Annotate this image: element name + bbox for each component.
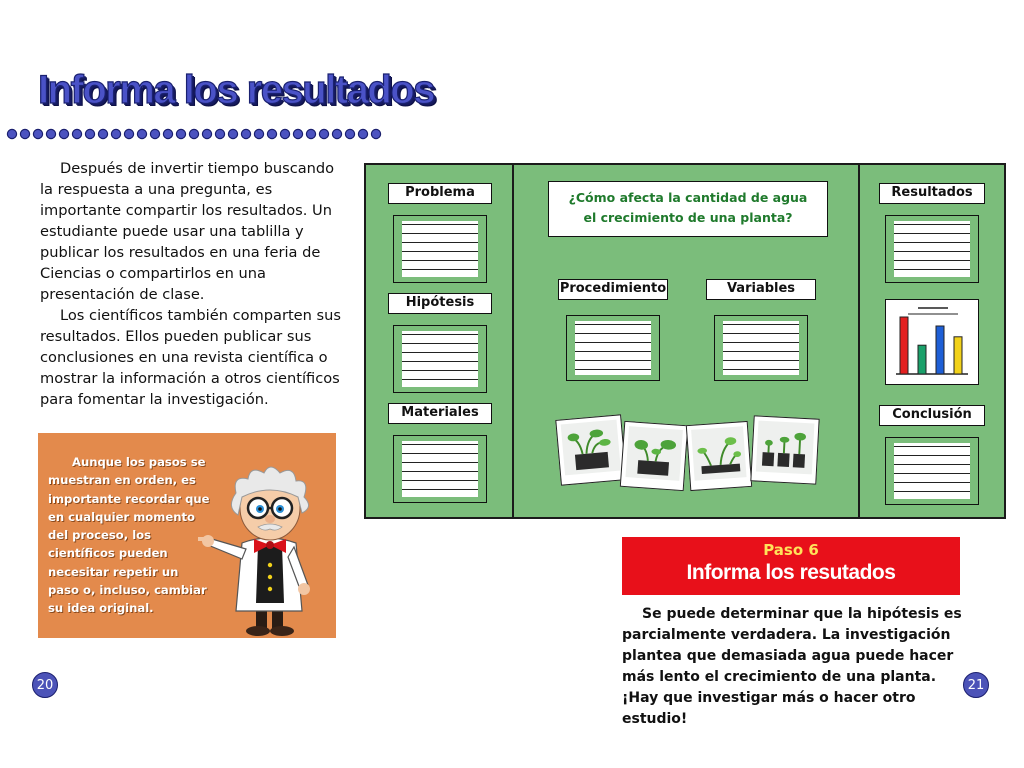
divider-dot [98,129,107,138]
results-bar-chart [886,300,977,383]
lined-card-problema [393,215,487,283]
plant-photo-3 [686,421,752,491]
board-center-panel [512,163,860,519]
divider-dot [7,129,16,138]
divider-dot [280,129,289,138]
divider-dot [293,129,302,138]
divider-dot [345,129,354,138]
intro-paragraph-2: Los científicos también comparten sus resultados. Ellos pueden publicar sus conclusiones en una revista científica o mostrar la información a otros científicos para fomentar la investigación. [40,307,342,408]
lined-card-conclusion [885,437,979,505]
chart-bar [900,317,908,374]
divider-dot [111,129,120,138]
plant-photo-2 [620,421,688,491]
scientist-note-box [38,433,336,638]
divider-dot [85,129,94,138]
conclusion-text [622,604,972,730]
divider-dot [241,129,250,138]
divider-dot [202,129,211,138]
page-title: Informa los resultados [38,68,434,112]
divider-dot [33,129,42,138]
board-left-panel [364,163,514,519]
question-line-1: ¿Cómo afecta la cantidad de agua [568,190,808,205]
note-paragraph: Aunque los pasos se muestran en orden, es importante recordar que en cualquier momento del proceso, los científicos pueden necesitar repetir un paso o, incluso, cambiar su idea original. [48,455,210,616]
divider-dot [72,129,81,138]
divider-dot [46,129,55,138]
question-line-2: el crecimiento de una planta? [583,210,793,225]
plant-photo-1-image [561,420,621,476]
lined-card-resultados [885,215,979,283]
label-conclusion: Conclusión [879,405,985,426]
board-right-panel [858,163,1006,519]
intro-text [40,158,350,410]
dotted-divider [6,126,386,142]
science-fair-board [364,163,1006,519]
label-materiales: Materiales [388,403,492,424]
divider-dot [267,129,276,138]
page-number-right: 21 [963,672,989,698]
plant-photo-2-image [625,426,682,481]
divider-dot [332,129,341,138]
divider-dot [150,129,159,138]
step-banner [622,537,960,595]
plant-photo-4 [750,415,819,484]
page-number-left: 20 [32,672,58,698]
divider-dot [215,129,224,138]
step-title: Informa los resutados [686,561,896,584]
intro-paragraph-1: Después de invertir tiempo buscando la respuesta a una pregunta, es importante compartir los resultados. Un estudiante puede usar una tablilla y publicar los resultados en una feria de Ciencias o compartirlos en una presentación de clase. [40,160,335,303]
label-variables: Variables [706,279,816,300]
divider-dot [358,129,367,138]
divider-dot [59,129,68,138]
chart-bar [936,326,944,374]
divider-dot [306,129,315,138]
divider-dot [124,129,133,138]
divider-dot [228,129,237,138]
chart-bar [954,337,962,374]
lined-card-materiales [393,435,487,503]
results-bar-chart-card [885,299,979,385]
divider-dot [163,129,172,138]
divider-dot [371,129,380,138]
divider-dot [319,129,328,138]
scientist-illustration [198,453,333,638]
lined-card-variables [714,315,808,381]
divider-dot [176,129,185,138]
board-question [548,181,828,237]
note-text [48,453,213,618]
label-problema: Problema [388,183,492,204]
conclusion-paragraph: Se puede determinar que la hipótesis es parcialmente verdadera. La investigación plantea que demasiada agua puede hacer más lento el crecimiento de una planta. ¡Hay que investigar más o hacer otro estudio! [622,606,962,727]
divider-dot [137,129,146,138]
label-procedimiento: Procedimiento [558,279,668,300]
lined-card-hipotesis [393,325,487,393]
lined-card-procedimiento [566,315,660,381]
divider-dot [254,129,263,138]
plant-photo-4-image [756,421,815,475]
step-label: Paso 6 [763,541,819,559]
label-hipotesis: Hipótesis [388,293,492,314]
plant-photo-3-image [691,426,746,481]
plant-photo-1 [555,414,627,486]
divider-dot [189,129,198,138]
divider-dot [20,129,29,138]
chart-bar [918,345,926,374]
label-resultados: Resultados [879,183,985,204]
